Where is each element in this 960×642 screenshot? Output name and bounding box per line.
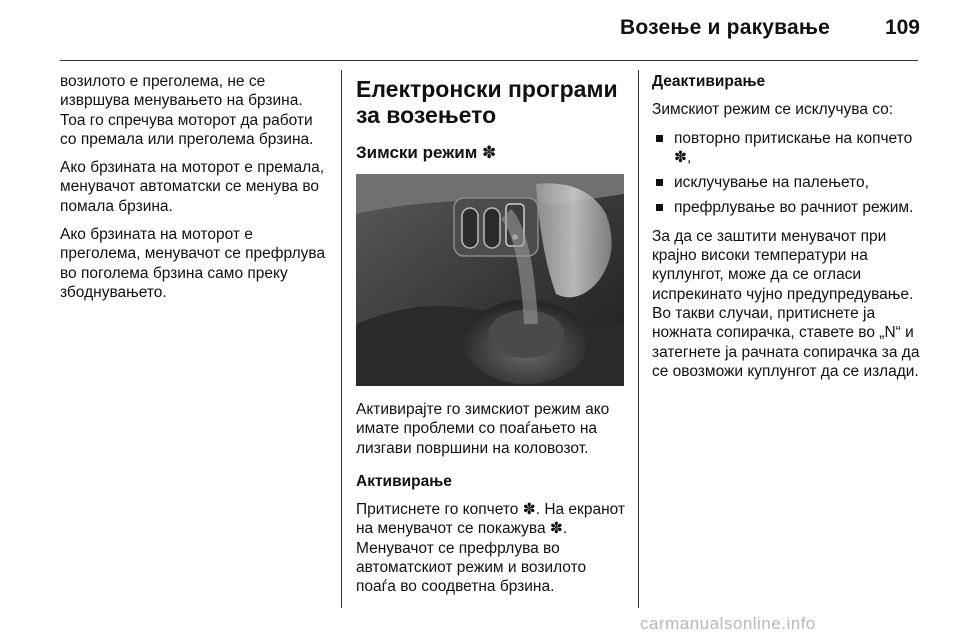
- bullet-icon: [656, 204, 663, 211]
- snowflake-icon: ✽: [549, 520, 563, 538]
- column-divider-left: [341, 70, 342, 608]
- column-3: [652, 72, 924, 390]
- list-item: [652, 129, 924, 168]
- paragraph: Ако брзината на моторот е премала, менувачот автоматски се менува во помала брзина.: [60, 159, 325, 215]
- paragraph: возилото е преголема, не се извршува менувањето на брзина. Тоа го спречува моторот да работи со премала или преголема брзина.: [60, 73, 314, 148]
- bullet-icon: [656, 135, 663, 142]
- activation-heading: Активирање: [356, 472, 452, 490]
- subsection-title-text: Зимски режим: [356, 143, 478, 162]
- list-item-text: повторно притискање на копчето: [674, 129, 913, 147]
- paragraph: За да се заштити менувачот при крајно високи температури на куплунгот, може да се огласи испрекинато чујно предупредување. Во такви случаи, притиснете ја ножната сопирачка, ставете во „N“ и затегнете ја рачната сопирачка за да се овозможи куплунгот да се излади.: [652, 227, 920, 380]
- text: Притиснете го копчето: [356, 501, 519, 519]
- paragraph: Зимскиот режим се исклучува со:: [652, 101, 894, 119]
- snowflake-icon: ✽: [482, 143, 497, 162]
- page-number: 109: [884, 16, 920, 39]
- column-divider-right: [638, 70, 639, 608]
- text: ,: [687, 148, 692, 166]
- subsection-title: [356, 142, 628, 164]
- svg-text:✽: ✽: [511, 233, 519, 242]
- list-item-text: исклучување на палењето,: [674, 174, 869, 192]
- list-item: [652, 173, 924, 192]
- paragraph: Ако брзината на моторот е преголема, менувачот се префрлува во поголема брзина само преку збоднувањето.: [60, 226, 326, 301]
- deactivation-list: [652, 129, 924, 218]
- list-item: [652, 198, 924, 217]
- header-rule: [60, 60, 918, 61]
- column-2: [356, 76, 628, 606]
- watermark: carmanualsonline.info: [640, 614, 816, 633]
- list-item-text: префрлување во рачниот режим.: [674, 199, 914, 217]
- paragraph: [356, 500, 628, 596]
- column-1: [60, 72, 330, 311]
- bullet-icon: [656, 179, 663, 186]
- section-title: Електронски програми за возењето: [356, 76, 618, 128]
- text: . На екранот на менувачот се покажува: [356, 501, 626, 538]
- winter-mode-button-photo: [356, 174, 624, 386]
- header-title: Возење и ракување: [620, 16, 830, 39]
- snowflake-icon: ✽: [522, 501, 536, 519]
- text: . Менувачот се префрлува во автоматскиот режим и возилото поаѓа во соодветна брзина.: [356, 520, 587, 596]
- deactivation-heading: Деактивирање: [652, 73, 766, 90]
- paragraph: Активирајте го зимскиот режим ако имате проблеми со поаѓањето на лизгави површини на коловозот.: [356, 401, 610, 457]
- snowflake-icon: ✽: [674, 148, 687, 166]
